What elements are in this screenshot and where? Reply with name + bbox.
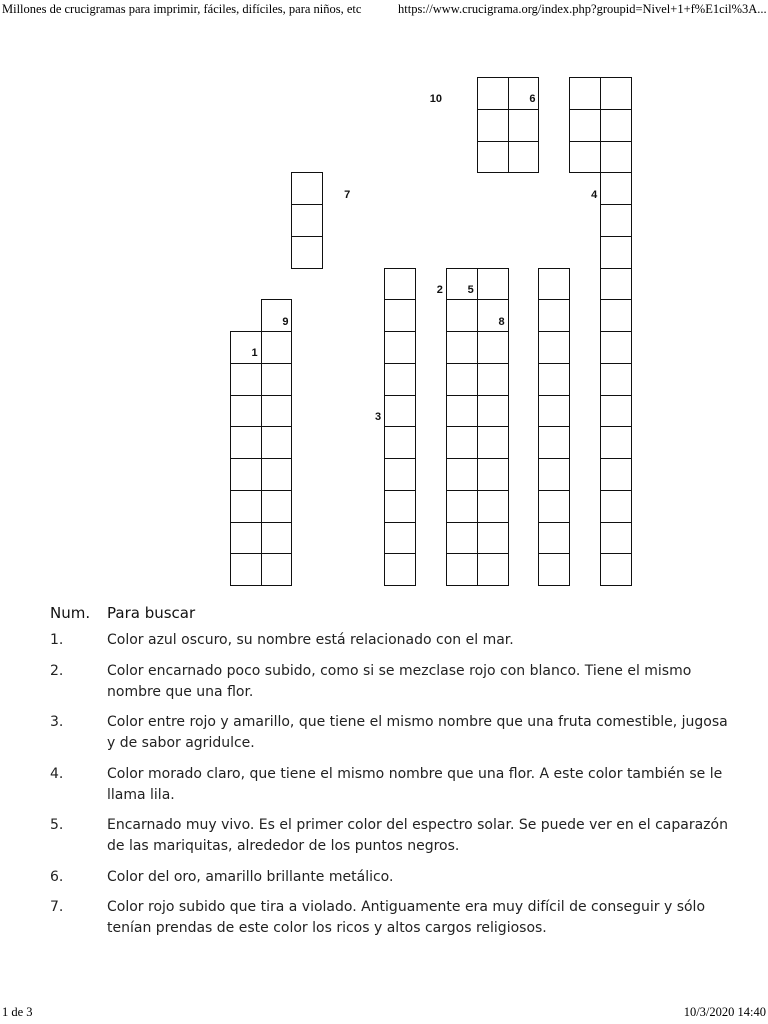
crossword-grid xyxy=(137,77,631,585)
print-datetime: 10/3/2020 14:40 xyxy=(683,1005,766,1019)
crossword-cell xyxy=(477,363,509,396)
crossword-cell xyxy=(261,490,293,523)
clue-list xyxy=(50,604,740,949)
clue-text: Color entre rojo y amarillo, que tiene el mismo nombre que una fruta comestible, jugosa y de sabor agridulce. xyxy=(107,714,728,751)
crossword-cell xyxy=(291,172,323,205)
crossword-cell xyxy=(600,141,632,174)
crossword-cell xyxy=(446,299,478,332)
crossword-cell xyxy=(384,426,416,459)
crossword-cell xyxy=(538,426,570,459)
crossword-cell xyxy=(446,331,478,364)
crossword-cell xyxy=(230,363,262,396)
crossword-cell-number: 7 xyxy=(344,188,351,201)
crossword-cell xyxy=(600,490,632,523)
clue-item xyxy=(50,764,740,806)
crossword-cell xyxy=(446,490,478,523)
crossword-cell xyxy=(600,268,632,301)
crossword-cell xyxy=(384,331,416,364)
crossword-cell xyxy=(477,522,509,555)
clue-number: 2. xyxy=(50,662,64,679)
crossword-cell-number: 9 xyxy=(282,315,289,328)
clue-text-header: Para buscar xyxy=(107,604,196,622)
clue-text: Color azul oscuro, su nombre está relacionado con el mar. xyxy=(107,632,514,648)
crossword-cell xyxy=(446,426,478,459)
crossword-cell xyxy=(600,395,632,428)
clue-item xyxy=(50,661,740,703)
crossword-cell xyxy=(569,109,601,142)
crossword-cell xyxy=(446,395,478,428)
crossword-cell xyxy=(600,77,632,110)
clue-text: Color morado claro, que tiene el mismo nombre que una flor. A este color también se le llama lila. xyxy=(107,765,723,803)
clue-list-header xyxy=(50,604,740,622)
clue-number: 6. xyxy=(50,868,64,885)
crossword-cell xyxy=(261,426,293,459)
crossword-cell-number: 8 xyxy=(498,315,505,328)
crossword-cell xyxy=(230,426,262,459)
clue-text: Encarnado muy vivo. Es el primer color del espectro solar. Se puede ver en el caparazón de las mariquitas, alrededor de los puntos negros. xyxy=(107,817,728,854)
clue-item xyxy=(50,867,740,888)
crossword-cell xyxy=(477,458,509,491)
clue-item xyxy=(50,815,740,857)
crossword-cell-number: 3 xyxy=(375,410,382,423)
clue-number: 7. xyxy=(50,899,64,915)
crossword-cell xyxy=(446,522,478,555)
crossword-cell xyxy=(261,395,293,428)
crossword-cell-number: 2 xyxy=(436,283,443,296)
crossword-cell xyxy=(446,363,478,396)
crossword-cell xyxy=(384,553,416,586)
crossword-cell xyxy=(600,426,632,459)
print-footer xyxy=(0,1002,768,1024)
clue-text: Color del oro, amarillo brillante metálico. xyxy=(107,868,394,885)
crossword-cell xyxy=(230,522,262,555)
crossword-cell xyxy=(600,172,632,205)
crossword-cell-number: 5 xyxy=(467,283,474,296)
crossword-cell xyxy=(477,553,509,586)
crossword-cell xyxy=(384,458,416,491)
crossword-cell xyxy=(538,268,570,301)
clue-number: 3. xyxy=(50,714,64,730)
page-number: 1 de 3 xyxy=(2,1005,33,1019)
crossword-cell xyxy=(538,299,570,332)
crossword-cell xyxy=(384,299,416,332)
crossword-cell xyxy=(538,458,570,491)
crossword-cell xyxy=(477,268,509,301)
crossword-cell xyxy=(508,141,540,174)
crossword-cell-number: 10 xyxy=(429,93,442,106)
crossword-cell xyxy=(261,522,293,555)
crossword-cell xyxy=(538,553,570,586)
crossword-cell xyxy=(261,331,293,364)
print-header-title: Millones de crucigramas para imprimir, fáciles, difíciles, para niños, etc xyxy=(2,2,362,16)
clue-text: Color rojo subido que tira a violado. Antiguamente era muy difícil de conseguir y sólo tenían prendas de este color los ricos y altos cargos religiosos. xyxy=(107,899,706,936)
crossword-cell xyxy=(600,458,632,491)
crossword-cell xyxy=(230,458,262,491)
crossword-cell xyxy=(477,109,509,142)
crossword-cell xyxy=(600,109,632,142)
crossword-cell xyxy=(261,363,293,396)
crossword-cell xyxy=(538,490,570,523)
crossword-cell xyxy=(477,395,509,428)
clue-number: 4. xyxy=(50,765,64,782)
print-header-url: https://www.crucigrama.org/index.php?groupid=Nivel+1+f%E1cil%3A... xyxy=(398,2,767,16)
clue-text: Color encarnado poco subido, como si se mezclase rojo con blanco. Tiene el mismo nombre que una flor. xyxy=(107,662,692,700)
crossword-cell xyxy=(446,553,478,586)
crossword-cell xyxy=(600,522,632,555)
crossword-cell xyxy=(538,331,570,364)
crossword-cell xyxy=(384,395,416,428)
crossword-cell xyxy=(477,331,509,364)
crossword-cell xyxy=(508,109,540,142)
crossword-cell xyxy=(477,77,509,110)
crossword-cell xyxy=(538,395,570,428)
clue-item xyxy=(50,897,740,939)
crossword-cell xyxy=(477,426,509,459)
crossword-cell xyxy=(291,236,323,269)
crossword-cell xyxy=(477,141,509,174)
crossword-cell xyxy=(261,458,293,491)
crossword-cell xyxy=(384,268,416,301)
crossword-cell xyxy=(569,141,601,174)
crossword-cell-number: 6 xyxy=(529,93,536,106)
clue-item xyxy=(50,630,740,651)
print-header xyxy=(0,0,768,20)
crossword-cell xyxy=(230,490,262,523)
clue-number: 1. xyxy=(50,632,64,648)
crossword-cell xyxy=(477,490,509,523)
crossword-cell xyxy=(538,363,570,396)
crossword-cell xyxy=(600,236,632,269)
crossword-cell xyxy=(230,395,262,428)
crossword-cell xyxy=(384,490,416,523)
crossword-cell xyxy=(600,204,632,237)
crossword-cell xyxy=(446,458,478,491)
crossword-cell xyxy=(600,553,632,586)
clue-number: 5. xyxy=(50,817,64,833)
crossword-cell xyxy=(261,553,293,586)
crossword-cell xyxy=(569,77,601,110)
clue-number-header: Num. xyxy=(50,604,91,622)
clue-item xyxy=(50,712,740,754)
crossword-cell xyxy=(600,299,632,332)
crossword-cell-number: 1 xyxy=(251,347,258,360)
crossword-cell xyxy=(384,522,416,555)
crossword-cell xyxy=(600,363,632,396)
crossword-cell xyxy=(291,204,323,237)
crossword-cell-number: 4 xyxy=(591,188,598,201)
crossword-cell xyxy=(538,522,570,555)
crossword-cell xyxy=(230,553,262,586)
crossword-cell xyxy=(384,363,416,396)
crossword-cell xyxy=(600,331,632,364)
